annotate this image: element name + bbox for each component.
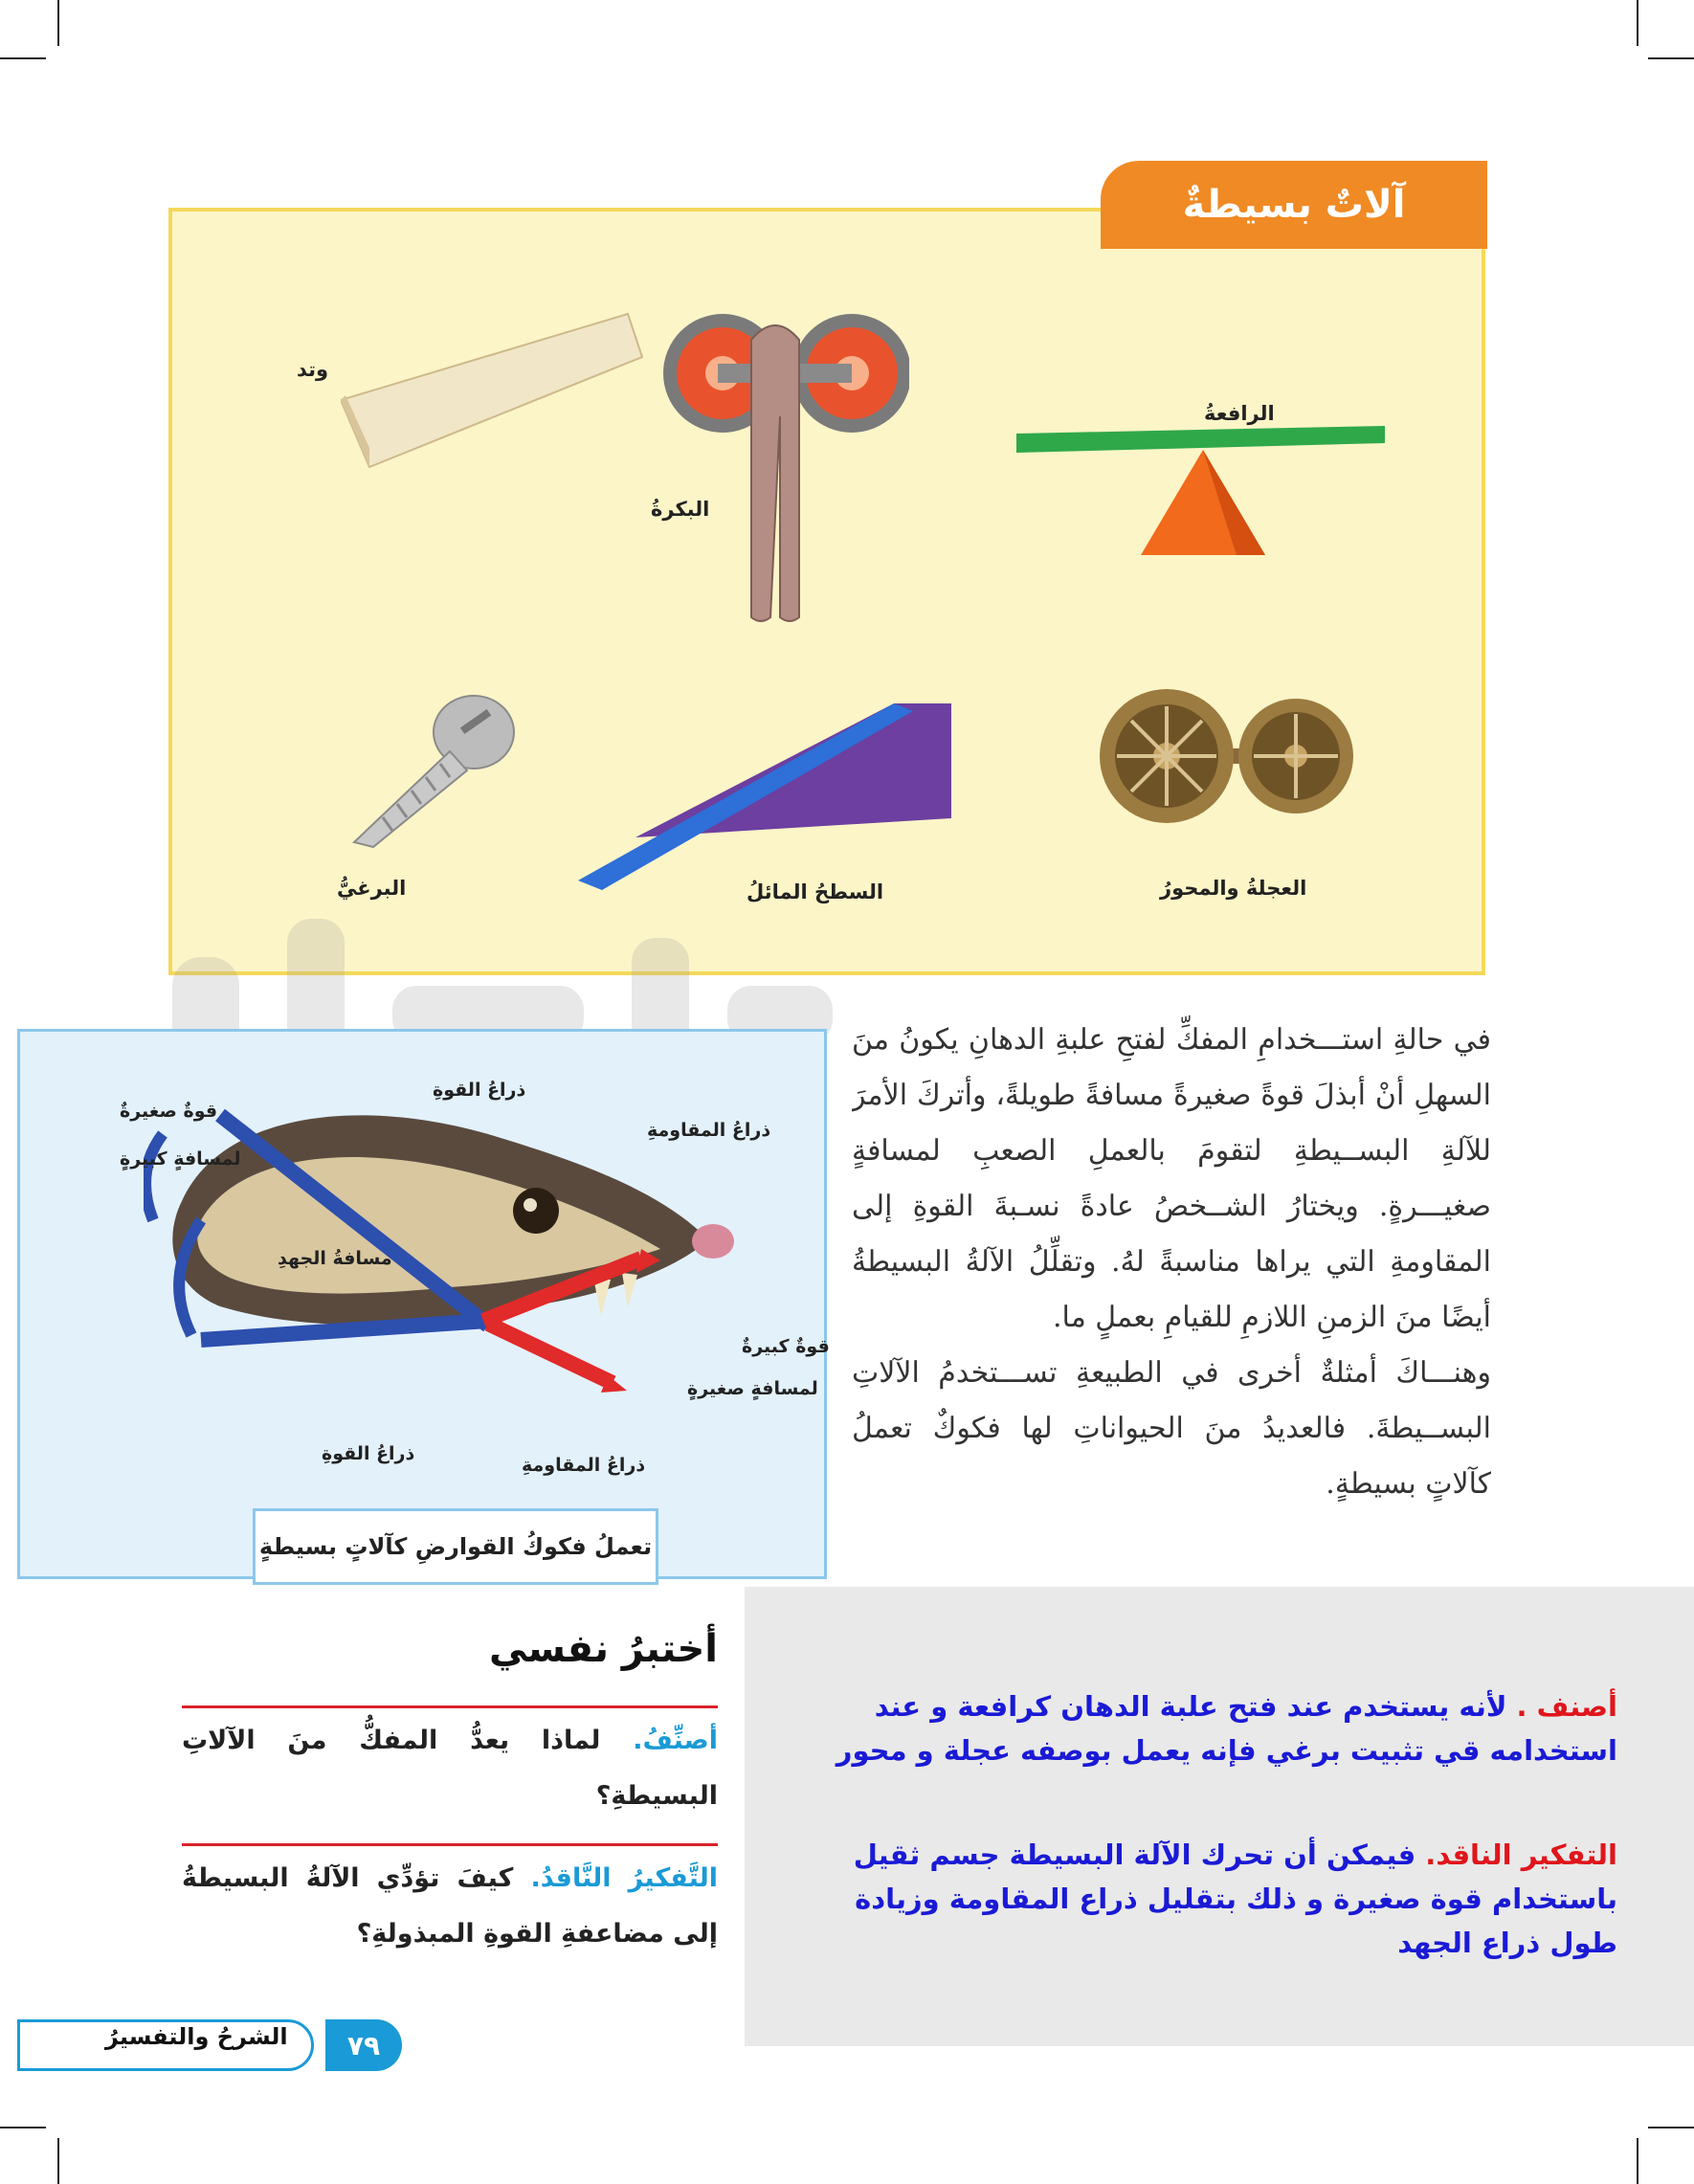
self-test-question-1 [182, 1713, 718, 1824]
wheel-axle-label: العجلةُ والمحورُ [1160, 877, 1307, 900]
page-number: ٧٩ [325, 2019, 402, 2071]
big-force-small-distance-line2: لمسافةٍ صغيرةٍ [687, 1378, 818, 1399]
self-test-question-2 [182, 1851, 718, 1962]
self-test-divider [182, 1705, 718, 1708]
body-paragraph-2: وهنـــاكَ أمثلةٌ أخرى في الطبيعةِ تســـتخدمُ الآلاتِ البســيطةَ. فالعديدُ منَ الحيواناتِ لها فكوكٌ تعملُ كآلاتٍ بسيطةٍ. [852, 1356, 1491, 1501]
simple-machines-title: آلاتٌ بسيطةٌ [1101, 161, 1487, 249]
crop-mark [1648, 2127, 1694, 2128]
self-test-title: أختبرُ نفسي [489, 1627, 718, 1671]
question-1-lead: أصنِّفُ. [633, 1726, 718, 1755]
lever-illustration [1016, 426, 1390, 565]
question-2-lead: التَّفكيرُ النَّاقدُ. [530, 1863, 718, 1893]
wedge-illustration [341, 304, 647, 477]
critical-thinking-answer-heading: التفكير الناقد. [1425, 1839, 1617, 1871]
screw-illustration [345, 689, 526, 852]
small-force-big-distance-line1: قوةٌ صغيرةٌ [120, 1101, 218, 1122]
critical-thinking-answer [833, 1833, 1617, 1965]
footer-section-label: الشرحُ والتفسيرُ [105, 2023, 288, 2050]
resistance-arm-top-label: ذراعُ المقاومةِ [647, 1120, 771, 1141]
question-2-text: كيفَ تؤدِّي الآلةُ البسيطةُ إلى مضاعفةِ القوةِ المبذولةِ؟ [182, 1863, 718, 1949]
crop-mark [1637, 0, 1638, 46]
body-paragraph-1: في حالةِ استـــخدامِ المفكِّ لفتحِ علبةِ الدهانِ يكونُ منَ السهلِ أنْ أبذلَ قوةً صغيرةً مسافةً طويلةً، وأتركَ الأمرَ للآلةِ البســيطةِ لتقومَ بالعملِ الصعبِ لمسافةٍ صغيـــرةٍ. ويختارُ الشــخصُ عادةً نسـبةَ القوةِ إلى المقاومةِ التي يراها مناسبةً لهُ. وتقلِّلُ الآلةُ البسيطةُ أيضًا منَ الزمنِ اللازمِ للقيامِ بعملٍ ما. [852, 1023, 1491, 1334]
big-force-small-distance-line1: قوةٌ كبيرةٌ [742, 1336, 830, 1357]
resistance-arm-bottom-label: ذراعُ المقاومةِ [522, 1455, 646, 1476]
pulley-illustration [660, 301, 909, 627]
effort-distance-label: مسافةُ الجهدِ [278, 1248, 392, 1269]
wedge-label: وتد [297, 358, 329, 381]
classify-answer-heading: أصنف . [1516, 1690, 1617, 1723]
crop-mark [0, 2127, 46, 2128]
question-1-text: لماذا يعدُّ المفكُّ منَ الآلاتِ البسيطةِ؟ [182, 1726, 718, 1811]
crop-mark [57, 2138, 59, 2184]
lesson-body-text [852, 1013, 1491, 1587]
classify-answer-text: لأنه يستخدم عند فتح علبة الدهان كرافعة و عند استخدامه قي تثبيت برغي فإنه يعمل بوصفه عجلة و محور [836, 1690, 1617, 1767]
inclined-plane-label: السطحُ المائلُ [747, 880, 884, 903]
handwritten-answers-panel [745, 1587, 1694, 2046]
crop-mark [1637, 2138, 1638, 2184]
pulley-label: البكرةُ [651, 498, 710, 521]
wheel-axle-illustration [1095, 670, 1363, 842]
crop-mark [57, 0, 59, 46]
crop-mark [0, 57, 46, 59]
rodent-figure-caption: تعملُ فكوكُ القوارضِ كآلاتٍ بسيطةٍ [253, 1508, 658, 1585]
small-force-big-distance-line2: لمسافةٍ كبيرةٍ [120, 1148, 241, 1170]
self-test-divider [182, 1843, 718, 1846]
crop-mark [1648, 57, 1694, 59]
effort-arm-bottom-label: ذراعُ القوةِ [322, 1443, 415, 1464]
lever-label: الرافعةُ [1204, 402, 1275, 425]
critical-thinking-answer-text: فيمكن أن تحرك الآلة البسيطة جسم ثقيل باستخدام قوة صغيرة و ذلك بتقليل ذراع المقاومة وزيادة طول ذراع الجهد [853, 1839, 1617, 1959]
inclined-plane-illustration [578, 703, 961, 895]
screw-label: البرغيُّ [337, 877, 407, 900]
effort-arm-top-label: ذراعُ القوةِ [433, 1080, 526, 1101]
classify-answer [785, 1684, 1617, 1772]
